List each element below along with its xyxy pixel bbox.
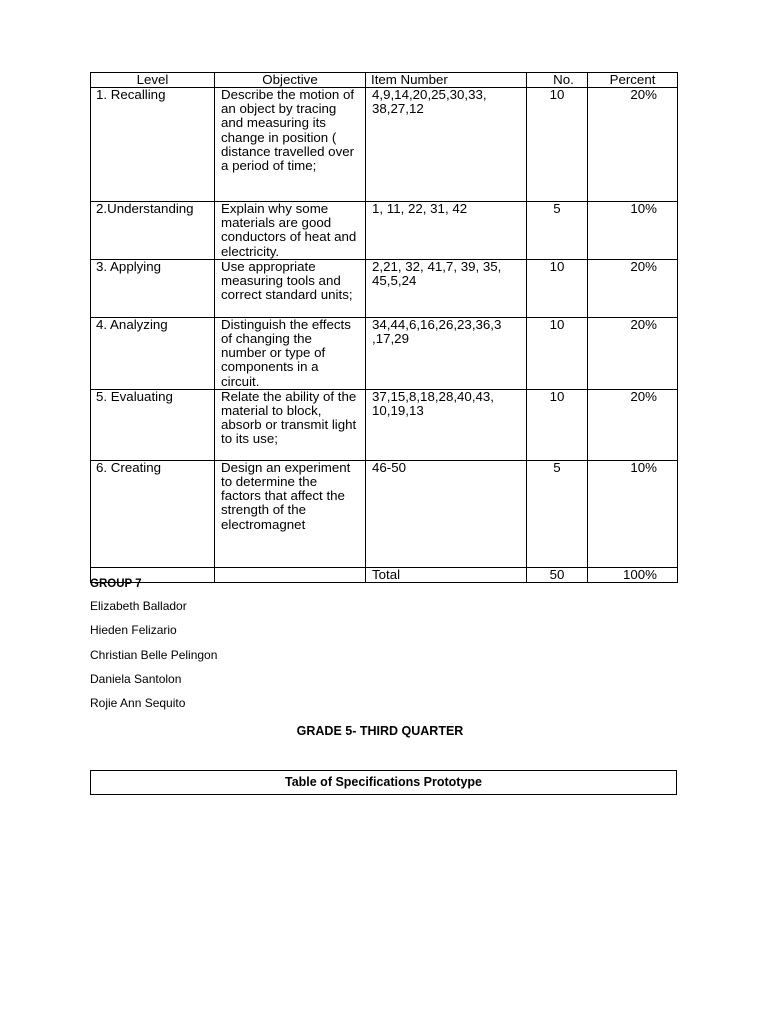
level-cell: 4. Analyzing	[91, 317, 215, 389]
no-cell: 10	[527, 259, 588, 317]
table-header-row	[91, 73, 678, 88]
header-percent: Percent	[588, 73, 678, 88]
objective-cell: Relate the ability of the material to block, absorb or transmit light to its use;	[215, 389, 366, 460]
total-label: Total	[366, 567, 527, 582]
prototype-title-box	[90, 770, 677, 795]
header-objective: Objective	[215, 73, 366, 88]
total-no: 50	[527, 567, 588, 582]
objective-cell: Describe the motion of an object by tracing and measuring its change in position ( distance travelled over a period of time;	[215, 88, 366, 202]
no-cell: 10	[527, 317, 588, 389]
header-no: No.	[527, 73, 588, 88]
total-percent: 100%	[588, 567, 678, 582]
level-cell: 3. Applying	[91, 259, 215, 317]
item-number-cell: 2,21, 32, 41,7, 39, 35, 45,5,24	[366, 259, 527, 317]
group-member: Hieden Felizario	[90, 623, 177, 638]
objective-cell: Distinguish the effects of changing the number or type of components in a circuit.	[215, 317, 366, 389]
table-row	[91, 460, 678, 567]
group-member: Elizabeth Ballador	[90, 599, 187, 613]
percent-cell: 10%	[588, 202, 678, 260]
level-cell: 6. Creating	[91, 460, 215, 567]
table-row	[91, 259, 678, 317]
percent-cell: 20%	[588, 389, 678, 460]
item-number-cell: 1, 11, 22, 31, 42	[366, 202, 527, 260]
percent-cell: 20%	[588, 88, 678, 202]
table-row	[91, 317, 678, 389]
percent-cell: 20%	[588, 317, 678, 389]
no-cell: 10	[527, 389, 588, 460]
objective-cell: Design an experiment to determine the factors that affect the strength of the electromagnet	[215, 460, 366, 567]
item-number-cell: 34,44,6,16,26,23,36,3 ,17,29	[366, 317, 527, 389]
objective-cell: Use appropriate measuring tools and correct standard units;	[215, 259, 366, 317]
level-cell: 1. Recalling	[91, 88, 215, 202]
group-member: Daniela Santolon	[90, 671, 182, 686]
objective-cell: Explain why some materials are good conductors of heat and electricity.	[215, 202, 366, 260]
level-cell: 2.Understanding	[91, 202, 215, 260]
prototype-title: Table of Specifications Prototype	[284, 775, 483, 789]
no-cell: 5	[527, 202, 588, 260]
table-row	[91, 202, 678, 260]
percent-cell: 10%	[588, 460, 678, 567]
specification-table	[90, 72, 678, 583]
header-item-number: Item Number	[366, 73, 527, 88]
item-number-cell: 37,15,8,18,28,40,43, 10,19,13	[366, 389, 527, 460]
group-section	[90, 576, 217, 719]
item-number-cell: 4,9,14,20,25,30,33, 38,27,12	[366, 88, 527, 202]
percent-cell: 20%	[588, 259, 678, 317]
item-number-cell: 46-50	[366, 460, 527, 567]
group-member: Rojie Ann Sequito	[90, 696, 186, 711]
no-cell: 5	[527, 460, 588, 567]
level-cell: 5. Evaluating	[91, 389, 215, 460]
table-row	[91, 389, 678, 460]
header-level: Level	[91, 73, 215, 88]
grade-heading: GRADE 5- THIRD QUARTER	[296, 724, 464, 738]
table-row	[91, 88, 678, 202]
group-title: GROUP 7	[90, 578, 142, 590]
empty-cell	[215, 567, 366, 582]
no-cell: 10	[527, 88, 588, 202]
group-member: Christian Belle Pelingon	[90, 647, 218, 662]
